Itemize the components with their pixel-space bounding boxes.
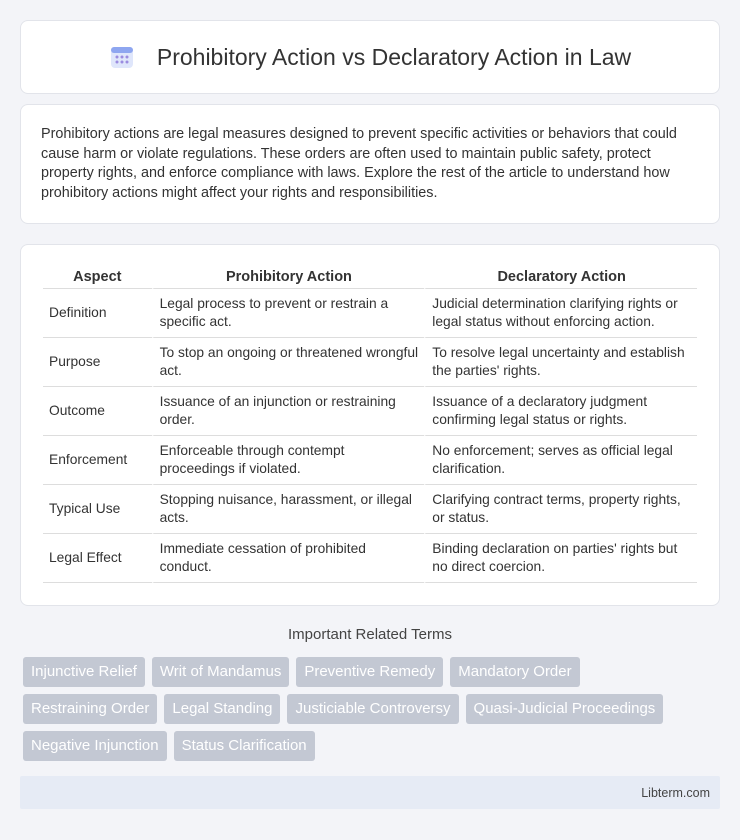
related-term-tag[interactable]: Justiciable Controversy: [287, 694, 458, 724]
related-term-tag[interactable]: Legal Standing: [164, 694, 280, 724]
related-term-tag[interactable]: Restraining Order: [23, 694, 157, 724]
prohibitory-cell: To stop an ongoing or threatened wrongful act.: [152, 338, 425, 387]
declaratory-cell: Binding declaration on parties' rights but no direct coercion.: [424, 534, 697, 583]
table-row: [43, 436, 697, 485]
header-declaratory: Declaratory Action: [424, 265, 697, 289]
table-row: [43, 387, 697, 436]
intro-card: [20, 104, 720, 224]
declaratory-cell: To resolve legal uncertainty and establish the parties' rights.: [424, 338, 697, 387]
aspect-cell: Purpose: [43, 338, 152, 387]
declaratory-cell: Clarifying contract terms, property rights, or status.: [424, 485, 697, 534]
related-terms-list: [23, 657, 723, 768]
comparison-table: [43, 265, 697, 583]
table-row: [43, 485, 697, 534]
aspect-cell: Definition: [43, 289, 152, 338]
calendar-grid-icon: [109, 44, 135, 70]
prohibitory-cell: Immediate cessation of prohibited conduct.: [152, 534, 425, 583]
prohibitory-cell: Stopping nuisance, harassment, or illegal acts.: [152, 485, 425, 534]
table-row: [43, 289, 697, 338]
aspect-cell: Outcome: [43, 387, 152, 436]
related-term-tag[interactable]: Writ of Mandamus: [152, 657, 289, 687]
table-row: [43, 338, 697, 387]
aspect-cell: Enforcement: [43, 436, 152, 485]
header-aspect: Aspect: [43, 265, 152, 289]
prohibitory-cell: Enforceable through contempt proceedings if violated.: [152, 436, 425, 485]
aspect-cell: Typical Use: [43, 485, 152, 534]
table-row: [43, 534, 697, 583]
page-title: Prohibitory Action vs Declaratory Action in Law: [156, 43, 632, 70]
footer: [20, 776, 720, 809]
prohibitory-cell: Legal process to prevent or restrain a specific act.: [152, 289, 425, 338]
header-card: [20, 20, 720, 94]
table-header-row: [43, 265, 697, 289]
related-term-tag[interactable]: Mandatory Order: [450, 657, 579, 687]
related-term-tag[interactable]: Injunctive Relief: [23, 657, 145, 687]
related-term-tag[interactable]: Quasi-Judicial Proceedings: [466, 694, 664, 724]
footer-site-link[interactable]: Libterm.com: [641, 785, 710, 800]
related-term-tag[interactable]: Preventive Remedy: [296, 657, 443, 687]
prohibitory-cell: Issuance of an injunction or restraining order.: [152, 387, 425, 436]
header-prohibitory: Prohibitory Action: [152, 265, 425, 289]
intro-paragraph: Prohibitory actions are legal measures designed to prevent specific activities or behaviors that could cause harm or violate regulations. These orders are often used to maintain public safety, protect property rights, and enforce compliance with laws. Explore the rest of the article to understand how prohibitory actions might affect your rights and responsibilities.: [41, 126, 677, 201]
comparison-table-card: [20, 244, 720, 606]
related-terms-title: Important Related Terms: [288, 626, 452, 643]
related-term-tag[interactable]: Negative Injunction: [23, 731, 167, 761]
declaratory-cell: Judicial determination clarifying rights or legal status without enforcing action.: [424, 289, 697, 338]
declaratory-cell: Issuance of a declaratory judgment confirming legal status or rights.: [424, 387, 697, 436]
aspect-cell: Legal Effect: [43, 534, 152, 583]
related-term-tag[interactable]: Status Clarification: [174, 731, 315, 761]
declaratory-cell: No enforcement; serves as official legal clarification.: [424, 436, 697, 485]
